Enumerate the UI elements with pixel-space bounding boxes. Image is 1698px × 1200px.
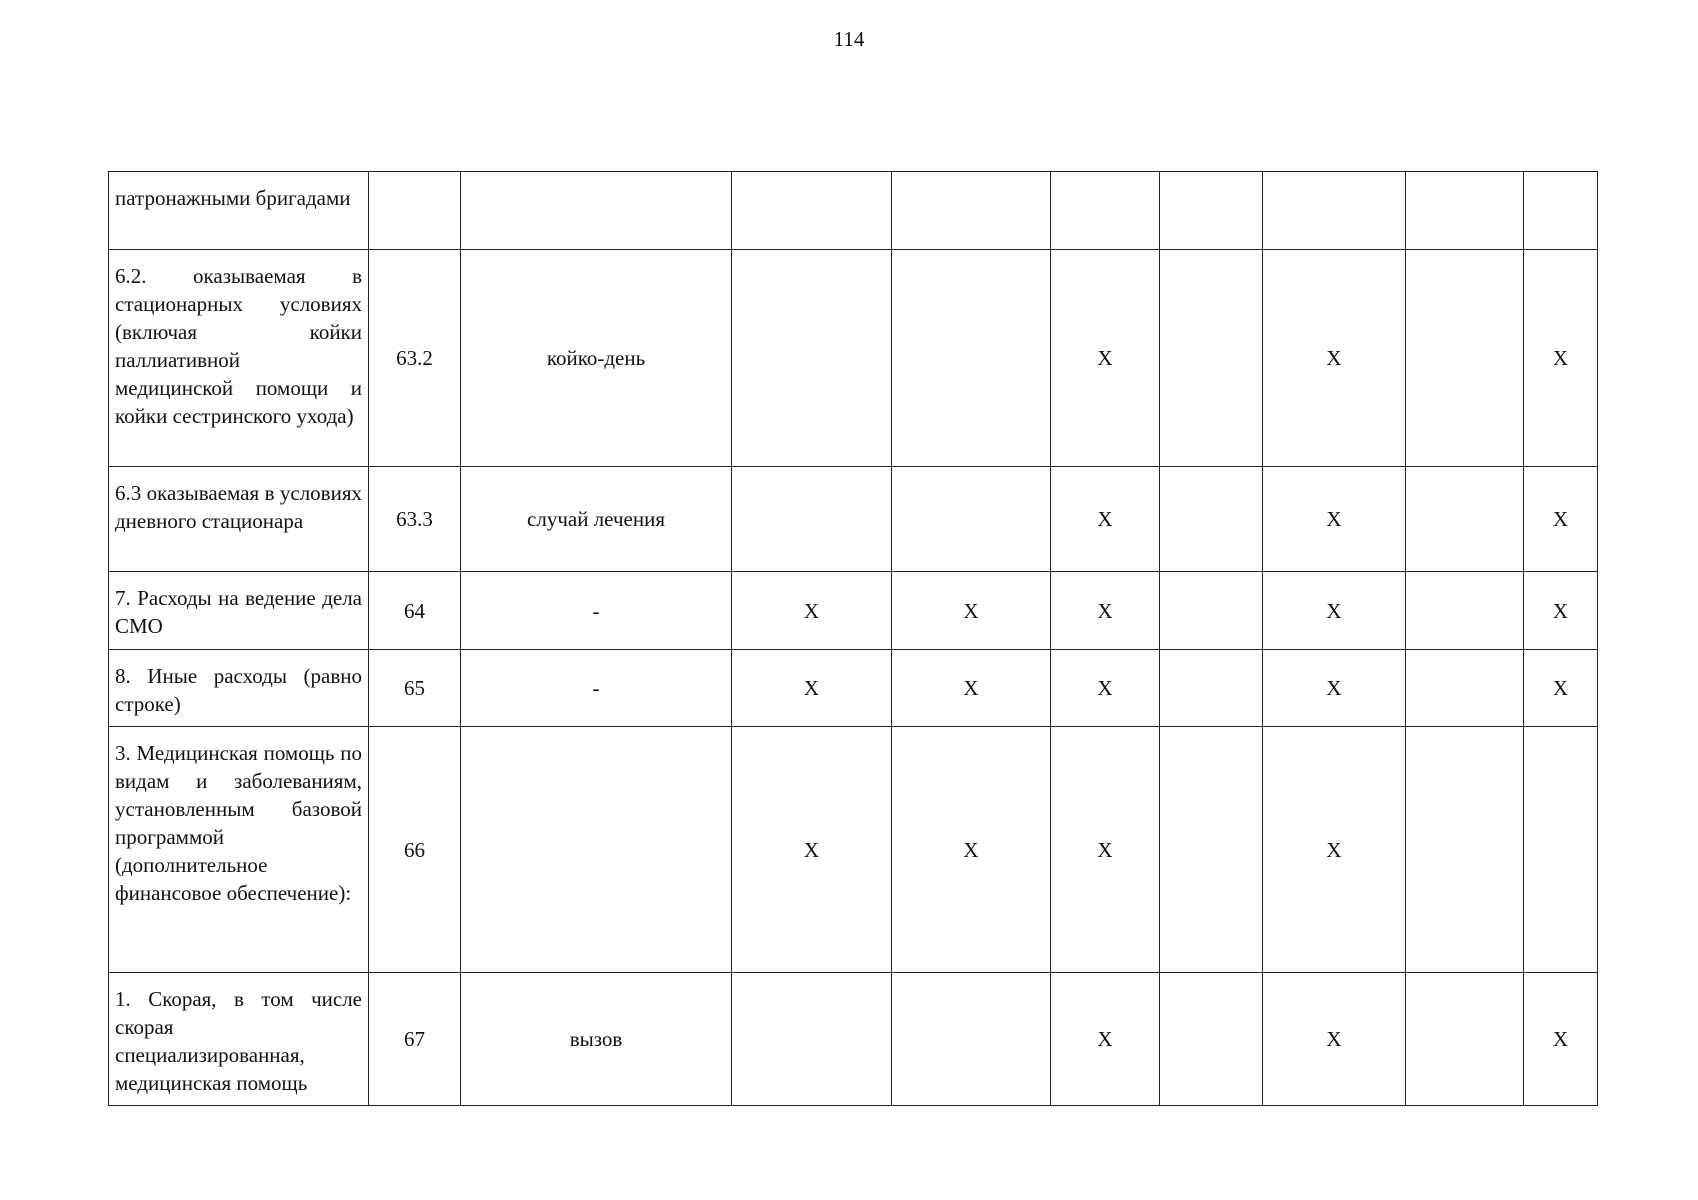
value-cell bbox=[892, 467, 1051, 572]
value-cell: X bbox=[732, 727, 892, 973]
value-cell: X bbox=[892, 650, 1051, 727]
table-row bbox=[109, 973, 1598, 1106]
row-name-cell: 6.3 оказываемая в условиях дневного стационара bbox=[109, 467, 369, 572]
row-name-cell: 6.2. оказываемая в стационарных условиях (включая койки паллиативной медицинской помощи и койки сестринского ухода) bbox=[109, 250, 369, 467]
value-cell: X bbox=[1051, 250, 1160, 467]
value-cell bbox=[732, 973, 892, 1106]
value-cell: X bbox=[1051, 467, 1160, 572]
table-row bbox=[109, 572, 1598, 650]
value-cell: X bbox=[1263, 973, 1406, 1106]
value-cell: X bbox=[1051, 727, 1160, 973]
table-row bbox=[109, 727, 1598, 973]
value-cell bbox=[1406, 727, 1524, 973]
value-cell bbox=[732, 250, 892, 467]
table-row bbox=[109, 250, 1598, 467]
value-cell bbox=[1051, 172, 1160, 250]
row-unit-cell: случай лечения bbox=[461, 467, 732, 572]
value-cell bbox=[1406, 973, 1524, 1106]
value-cell bbox=[892, 172, 1051, 250]
row-unit-cell: - bbox=[461, 650, 732, 727]
table-row bbox=[109, 172, 1598, 250]
row-unit-cell bbox=[461, 727, 732, 973]
value-cell bbox=[1160, 467, 1263, 572]
value-cell bbox=[1524, 727, 1598, 973]
value-cell: X bbox=[1263, 572, 1406, 650]
value-cell: X bbox=[892, 572, 1051, 650]
value-cell: X bbox=[1051, 973, 1160, 1106]
value-cell bbox=[1160, 727, 1263, 973]
value-cell: X bbox=[1524, 973, 1598, 1106]
value-cell bbox=[1160, 250, 1263, 467]
value-cell: X bbox=[1524, 572, 1598, 650]
table-row bbox=[109, 650, 1598, 727]
value-cell: X bbox=[1051, 572, 1160, 650]
row-unit-cell: - bbox=[461, 572, 732, 650]
row-code-cell: 64 bbox=[369, 572, 461, 650]
value-cell bbox=[1406, 467, 1524, 572]
value-cell bbox=[1406, 250, 1524, 467]
row-name-cell: 7. Расходы на ведение дела СМО bbox=[109, 572, 369, 650]
row-name-cell: 8. Иные расходы (равно строке) bbox=[109, 650, 369, 727]
value-cell bbox=[1160, 572, 1263, 650]
value-cell: X bbox=[1263, 650, 1406, 727]
value-cell: X bbox=[732, 572, 892, 650]
value-cell bbox=[1160, 973, 1263, 1106]
value-cell bbox=[1406, 572, 1524, 650]
value-cell: X bbox=[892, 727, 1051, 973]
value-cell bbox=[1406, 650, 1524, 727]
value-cell: X bbox=[1524, 650, 1598, 727]
value-cell: X bbox=[1051, 650, 1160, 727]
table-row bbox=[109, 467, 1598, 572]
value-cell: X bbox=[1263, 250, 1406, 467]
value-cell bbox=[1160, 172, 1263, 250]
row-code-cell: 66 bbox=[369, 727, 461, 973]
value-cell bbox=[1263, 172, 1406, 250]
row-name-cell: 1. Скорая, в том числе скорая специализированная, медицинская помощь bbox=[109, 973, 369, 1106]
row-unit-cell: койко-день bbox=[461, 250, 732, 467]
value-cell bbox=[892, 250, 1051, 467]
value-cell: X bbox=[1524, 250, 1598, 467]
row-code-cell: 63.3 bbox=[369, 467, 461, 572]
value-cell bbox=[732, 467, 892, 572]
value-cell: X bbox=[1263, 727, 1406, 973]
row-code-cell: 63.2 bbox=[369, 250, 461, 467]
page-number: 114 bbox=[833, 27, 865, 51]
row-unit-cell: вызов bbox=[461, 973, 732, 1106]
value-cell bbox=[1524, 172, 1598, 250]
row-code-cell: 67 bbox=[369, 973, 461, 1106]
value-cell: X bbox=[732, 650, 892, 727]
row-unit-cell bbox=[461, 172, 732, 250]
data-table bbox=[108, 171, 1598, 1106]
row-code-cell bbox=[369, 172, 461, 250]
row-name-cell: 3. Медицинская помощь по видам и заболеваниям, установленным базовой программой (дополнительное финансовое обеспечение): bbox=[109, 727, 369, 973]
value-cell bbox=[732, 172, 892, 250]
row-code-cell: 65 bbox=[369, 650, 461, 727]
value-cell: X bbox=[1263, 467, 1406, 572]
value-cell bbox=[1406, 172, 1524, 250]
value-cell bbox=[892, 973, 1051, 1106]
value-cell: X bbox=[1524, 467, 1598, 572]
value-cell bbox=[1160, 650, 1263, 727]
row-name-cell: патронажными бригадами bbox=[109, 172, 369, 250]
